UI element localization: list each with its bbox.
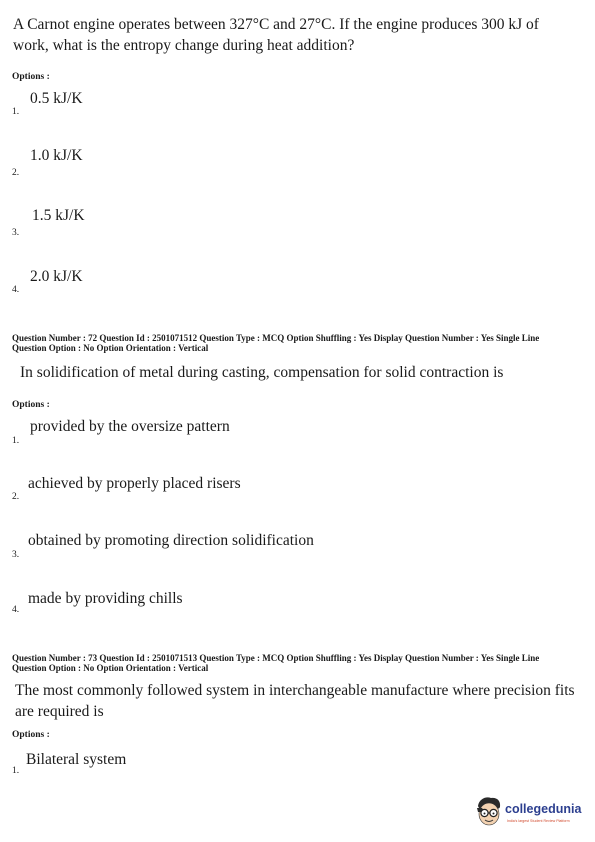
- option-number: 1.: [12, 766, 20, 776]
- options-label: Options :: [12, 730, 50, 740]
- option-number: 4.: [12, 285, 20, 295]
- question-meta: Question Number : 73 Question Id : 2501071513 Question Type : MCQ Option Shuffling : Yes Display Question Number : Yes Single Line Question Option : No Option Orientation : Vertical: [12, 653, 540, 673]
- option-number: 2.: [12, 168, 20, 178]
- option-number: 1.: [12, 436, 20, 446]
- logo-tagline: India's largest Student Review Platform: [507, 819, 570, 823]
- option-text: achieved by properly placed risers: [28, 475, 241, 492]
- question-text: The most commonly followed system in interchangeable manufacture where precision fits are required is: [15, 682, 575, 720]
- options-label: Options :: [12, 72, 50, 82]
- collegedunia-logo: [474, 796, 590, 830]
- option-number: 1.: [12, 107, 20, 117]
- logo-name: collegedunia: [505, 802, 582, 816]
- option-text: 1.0 kJ/K: [30, 147, 83, 164]
- option-number: 2.: [12, 492, 20, 502]
- option-text: provided by the oversize pattern: [30, 418, 230, 435]
- question-text: A Carnot engine operates between 327°C and 27°C. If the engine produces 300 kJ of work, what is the entropy change during heat addition?: [13, 16, 539, 54]
- option-text: made by providing chills: [28, 590, 183, 607]
- options-label: Options :: [12, 400, 50, 410]
- option-text: 1.5 kJ/K: [32, 207, 85, 224]
- student-mascot-icon: [474, 796, 504, 828]
- option-number: 4.: [12, 605, 20, 615]
- option-text: 2.0 kJ/K: [30, 268, 83, 285]
- question-meta: Question Number : 72 Question Id : 2501071512 Question Type : MCQ Option Shuffling : Yes Display Question Number : Yes Single Line Question Option : No Option Orientation : Vertical: [12, 333, 540, 353]
- option-number: 3.: [12, 550, 20, 560]
- question-text: In solidification of metal during casting, compensation for solid contraction is: [20, 364, 504, 381]
- option-number: 3.: [12, 228, 20, 238]
- option-text: 0.5 kJ/K: [30, 90, 83, 107]
- option-text: obtained by promoting direction solidification: [28, 532, 314, 549]
- option-text: Bilateral system: [26, 751, 127, 768]
